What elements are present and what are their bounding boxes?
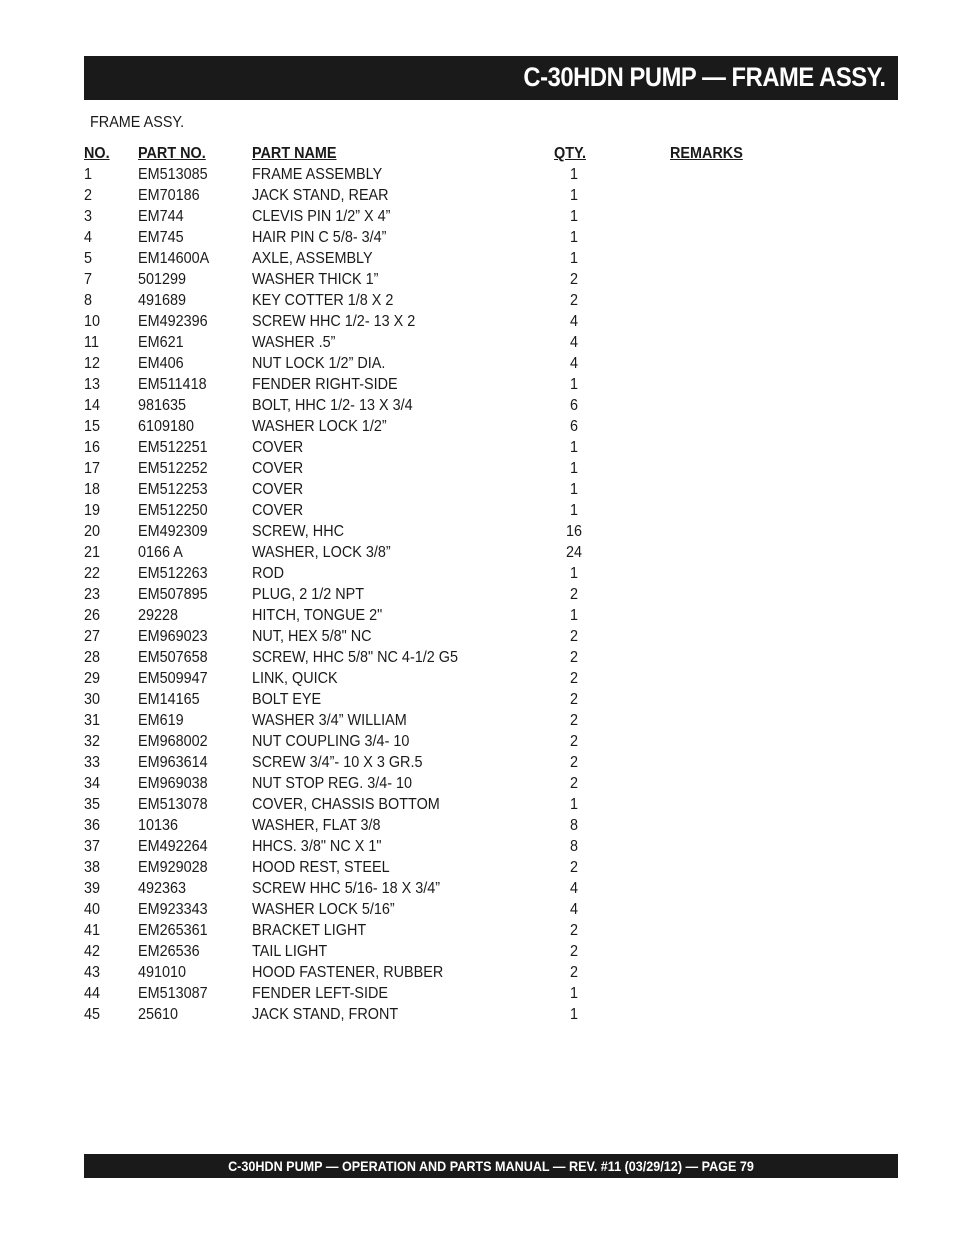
cell-no: 27	[84, 628, 101, 645]
table-row	[84, 647, 804, 668]
cell-qty: 1	[569, 1006, 579, 1023]
cell-part-no: EM512263	[138, 565, 208, 582]
cell-part-name: CLEVIS PIN 1/2” X 4”	[252, 208, 391, 225]
cell-no: 42	[84, 943, 101, 960]
cell-part-name: LINK, QUICK	[252, 670, 338, 687]
cell-no: 44	[84, 985, 101, 1002]
cell-part-no: EM492309	[138, 523, 208, 540]
cell-part-name: COVER	[252, 502, 304, 519]
page-footer-bar	[84, 1154, 898, 1178]
cell-part-no: EM406	[138, 355, 184, 372]
cell-part-name: BOLT, HHC 1/2- 13 X 3/4	[252, 397, 413, 414]
table-row	[84, 353, 804, 374]
table-row	[84, 584, 804, 605]
cell-part-no: EM968002	[138, 733, 208, 750]
cell-part-no: 29228	[138, 607, 179, 624]
cell-qty: 2	[569, 733, 579, 750]
cell-no: 35	[84, 796, 101, 813]
cell-no: 21	[84, 544, 101, 561]
cell-part-no: EM26536	[138, 943, 200, 960]
cell-part-no: EM621	[138, 334, 184, 351]
table-header-row	[84, 143, 804, 164]
cell-qty: 8	[569, 817, 579, 834]
cell-no: 8	[84, 292, 93, 309]
cell-qty: 6	[569, 418, 579, 435]
cell-no: 13	[84, 376, 101, 393]
cell-qty: 6	[569, 397, 579, 414]
cell-no: 16	[84, 439, 101, 456]
cell-qty: 2	[569, 712, 579, 729]
cell-part-name: JACK STAND, FRONT	[252, 1006, 399, 1023]
cell-part-name: SCREW HHC 1/2- 13 X 2	[252, 313, 416, 330]
cell-qty: 2	[569, 964, 579, 981]
table-row	[84, 290, 804, 311]
cell-part-no: EM265361	[138, 922, 208, 939]
table-row	[84, 164, 804, 185]
cell-part-no: 0166 A	[138, 544, 183, 561]
cell-part-no: EM492396	[138, 313, 208, 330]
cell-part-no: EM923343	[138, 901, 208, 918]
table-row	[84, 269, 804, 290]
table-row	[84, 479, 804, 500]
table-row	[84, 731, 804, 752]
cell-no: 4	[84, 229, 93, 246]
table-row	[84, 416, 804, 437]
cell-part-name: WASHER THICK 1”	[252, 271, 379, 288]
cell-part-name: SCREW, HHC 5/8" NC 4-1/2 G5	[252, 649, 458, 666]
cell-no: 28	[84, 649, 101, 666]
cell-no: 10	[84, 313, 101, 330]
page-header-bar	[84, 56, 898, 100]
table-row	[84, 605, 804, 626]
cell-qty: 2	[569, 943, 579, 960]
table-row	[84, 836, 804, 857]
cell-part-name: NUT STOP REG. 3/4- 10	[252, 775, 413, 792]
cell-qty: 1	[569, 376, 579, 393]
cell-no: 15	[84, 418, 101, 435]
table-row	[84, 542, 804, 563]
cell-part-no: EM969038	[138, 775, 208, 792]
cell-part-no: 25610	[138, 1006, 179, 1023]
cell-part-no: 491689	[138, 292, 187, 309]
cell-part-name: JACK STAND, REAR	[252, 187, 389, 204]
cell-part-name: TAIL LIGHT	[252, 943, 328, 960]
cell-part-no: 10136	[138, 817, 179, 834]
cell-part-no: 6109180	[138, 418, 195, 435]
cell-part-no: EM969023	[138, 628, 208, 645]
cell-no: 23	[84, 586, 101, 603]
table-row	[84, 500, 804, 521]
table-row	[84, 794, 804, 815]
cell-qty: 4	[569, 334, 579, 351]
cell-qty: 4	[569, 901, 579, 918]
cell-qty: 8	[569, 838, 579, 855]
cell-no: 31	[84, 712, 101, 729]
table-row	[84, 710, 804, 731]
table-row	[84, 332, 804, 353]
cell-part-name: COVER	[252, 481, 304, 498]
cell-qty: 1	[569, 166, 579, 183]
cell-part-no: EM507658	[138, 649, 208, 666]
cell-qty: 1	[569, 439, 579, 456]
table-row	[84, 752, 804, 773]
cell-part-no: EM513085	[138, 166, 208, 183]
column-header-no: NO.	[84, 145, 110, 162]
cell-part-no: EM70186	[138, 187, 200, 204]
table-row	[84, 1004, 804, 1025]
cell-qty: 2	[569, 922, 579, 939]
cell-part-no: EM14600A	[138, 250, 210, 267]
cell-qty: 1	[569, 502, 579, 519]
cell-no: 19	[84, 502, 101, 519]
cell-no: 14	[84, 397, 101, 414]
cell-part-name: AXLE, ASSEMBLY	[252, 250, 373, 267]
cell-part-no: EM619	[138, 712, 184, 729]
cell-part-name: WASHER LOCK 5/16”	[252, 901, 395, 918]
cell-qty: 1	[569, 565, 579, 582]
cell-qty: 4	[569, 313, 579, 330]
cell-part-no: 501299	[138, 271, 187, 288]
parts-table	[84, 143, 804, 1025]
cell-qty: 1	[569, 481, 579, 498]
table-row	[84, 311, 804, 332]
table-row	[84, 206, 804, 227]
cell-part-no: EM745	[138, 229, 184, 246]
cell-no: 34	[84, 775, 101, 792]
table-row	[84, 878, 804, 899]
cell-part-name: HOOD REST, STEEL	[252, 859, 390, 876]
table-row	[84, 983, 804, 1004]
cell-qty: 16	[565, 523, 583, 540]
cell-part-no: EM512251	[138, 439, 208, 456]
cell-qty: 2	[569, 775, 579, 792]
cell-qty: 2	[569, 628, 579, 645]
cell-qty: 1	[569, 187, 579, 204]
table-row	[84, 437, 804, 458]
table-row	[84, 227, 804, 248]
table-row	[84, 374, 804, 395]
cell-part-no: EM512253	[138, 481, 208, 498]
cell-no: 36	[84, 817, 101, 834]
cell-no: 22	[84, 565, 101, 582]
table-row	[84, 185, 804, 206]
table-row	[84, 920, 804, 941]
cell-part-no: EM14165	[138, 691, 200, 708]
cell-qty: 1	[569, 250, 579, 267]
cell-no: 3	[84, 208, 93, 225]
cell-no: 1	[84, 166, 93, 183]
cell-part-name: SCREW 3/4”- 10 X 3 GR.5	[252, 754, 423, 771]
cell-part-name: KEY COTTER 1/8 X 2	[252, 292, 394, 309]
column-header-remarks: REMARKS	[670, 145, 743, 162]
cell-no: 30	[84, 691, 101, 708]
cell-part-no: EM513087	[138, 985, 208, 1002]
cell-no: 43	[84, 964, 101, 981]
cell-no: 7	[84, 271, 93, 288]
footer-text: C-30HDN PUMP — OPERATION AND PARTS MANUAL — REV. #11 (03/29/12) — PAGE 79	[228, 1158, 754, 1174]
cell-no: 41	[84, 922, 101, 939]
cell-part-name: ROD	[252, 565, 285, 582]
cell-no: 20	[84, 523, 101, 540]
table-row	[84, 521, 804, 542]
table-row	[84, 857, 804, 878]
cell-qty: 4	[569, 355, 579, 372]
cell-part-name: BRACKET LIGHT	[252, 922, 367, 939]
cell-qty: 2	[569, 292, 579, 309]
cell-part-name: SCREW, HHC	[252, 523, 345, 540]
cell-part-name: WASHER, LOCK 3/8”	[252, 544, 391, 561]
table-row	[84, 626, 804, 647]
cell-part-no: 491010	[138, 964, 187, 981]
cell-qty: 2	[569, 586, 579, 603]
cell-part-name: WASHER, FLAT 3/8	[252, 817, 381, 834]
cell-no: 39	[84, 880, 101, 897]
page-title: C-30HDN PUMP — FRAME ASSY.	[523, 62, 886, 92]
cell-qty: 2	[569, 271, 579, 288]
cell-no: 45	[84, 1006, 101, 1023]
cell-qty: 1	[569, 460, 579, 477]
cell-qty: 1	[569, 229, 579, 246]
cell-no: 37	[84, 838, 101, 855]
cell-part-no: EM963614	[138, 754, 208, 771]
column-header-part-no: PART NO.	[138, 145, 206, 162]
cell-part-no: EM512250	[138, 502, 208, 519]
cell-no: 33	[84, 754, 101, 771]
cell-part-name: WASHER 3/4” WILLIAM	[252, 712, 407, 729]
cell-part-name: NUT LOCK 1/2” DIA.	[252, 355, 386, 372]
table-row	[84, 563, 804, 584]
cell-no: 38	[84, 859, 101, 876]
cell-part-no: EM509947	[138, 670, 208, 687]
cell-no: 40	[84, 901, 101, 918]
cell-part-name: FENDER RIGHT-SIDE	[252, 376, 398, 393]
table-row	[84, 962, 804, 983]
column-header-qty: QTY.	[554, 145, 587, 162]
cell-part-no: EM744	[138, 208, 184, 225]
cell-part-no: EM492264	[138, 838, 208, 855]
table-row	[84, 689, 804, 710]
cell-part-name: HITCH, TONGUE 2"	[252, 607, 383, 624]
cell-qty: 2	[569, 691, 579, 708]
cell-part-no: EM511418	[138, 376, 207, 393]
cell-qty: 4	[569, 880, 579, 897]
cell-no: 12	[84, 355, 101, 372]
cell-part-no: EM512252	[138, 460, 208, 477]
cell-part-no: EM929028	[138, 859, 208, 876]
cell-qty: 2	[569, 754, 579, 771]
cell-part-name: FENDER LEFT-SIDE	[252, 985, 389, 1002]
cell-part-name: NUT, HEX 5/8" NC	[252, 628, 372, 645]
table-row	[84, 815, 804, 836]
cell-qty: 1	[569, 796, 579, 813]
cell-no: 17	[84, 460, 101, 477]
cell-no: 11	[84, 334, 99, 351]
cell-no: 32	[84, 733, 101, 750]
cell-part-name: COVER	[252, 439, 304, 456]
cell-qty: 2	[569, 649, 579, 666]
cell-part-name: SCREW HHC 5/16- 18 X 3/4”	[252, 880, 441, 897]
cell-no: 29	[84, 670, 101, 687]
cell-qty: 2	[569, 670, 579, 687]
cell-part-no: EM507895	[138, 586, 208, 603]
cell-qty: 2	[569, 859, 579, 876]
table-row	[84, 941, 804, 962]
table-row	[84, 668, 804, 689]
cell-no: 5	[84, 250, 93, 267]
cell-part-name: FRAME ASSEMBLY	[252, 166, 383, 183]
cell-part-name: HOOD FASTENER, RUBBER	[252, 964, 444, 981]
cell-part-name: PLUG, 2 1/2 NPT	[252, 586, 365, 603]
table-row	[84, 395, 804, 416]
table-row	[84, 248, 804, 269]
section-label: FRAME ASSY.	[90, 114, 185, 131]
cell-part-no: 981635	[138, 397, 187, 414]
cell-no: 2	[84, 187, 93, 204]
table-row	[84, 773, 804, 794]
cell-part-name: COVER, CHASSIS BOTTOM	[252, 796, 440, 813]
cell-part-name: WASHER .5”	[252, 334, 336, 351]
cell-part-name: BOLT EYE	[252, 691, 322, 708]
cell-part-name: WASHER LOCK 1/2”	[252, 418, 387, 435]
cell-part-name: HHCS. 3/8" NC X 1"	[252, 838, 382, 855]
cell-qty: 1	[569, 985, 579, 1002]
table-body	[84, 164, 804, 1025]
cell-part-no: 492363	[138, 880, 187, 897]
cell-qty: 1	[569, 208, 579, 225]
cell-part-name: COVER	[252, 460, 304, 477]
column-header-part-name: PART NAME	[252, 145, 337, 162]
cell-part-name: NUT COUPLING 3/4- 10	[252, 733, 410, 750]
cell-no: 26	[84, 607, 101, 624]
cell-part-no: EM513078	[138, 796, 208, 813]
cell-part-name: HAIR PIN C 5/8- 3/4”	[252, 229, 387, 246]
cell-qty: 1	[569, 607, 579, 624]
cell-qty: 24	[565, 544, 583, 561]
table-row	[84, 458, 804, 479]
cell-no: 18	[84, 481, 101, 498]
table-row	[84, 899, 804, 920]
